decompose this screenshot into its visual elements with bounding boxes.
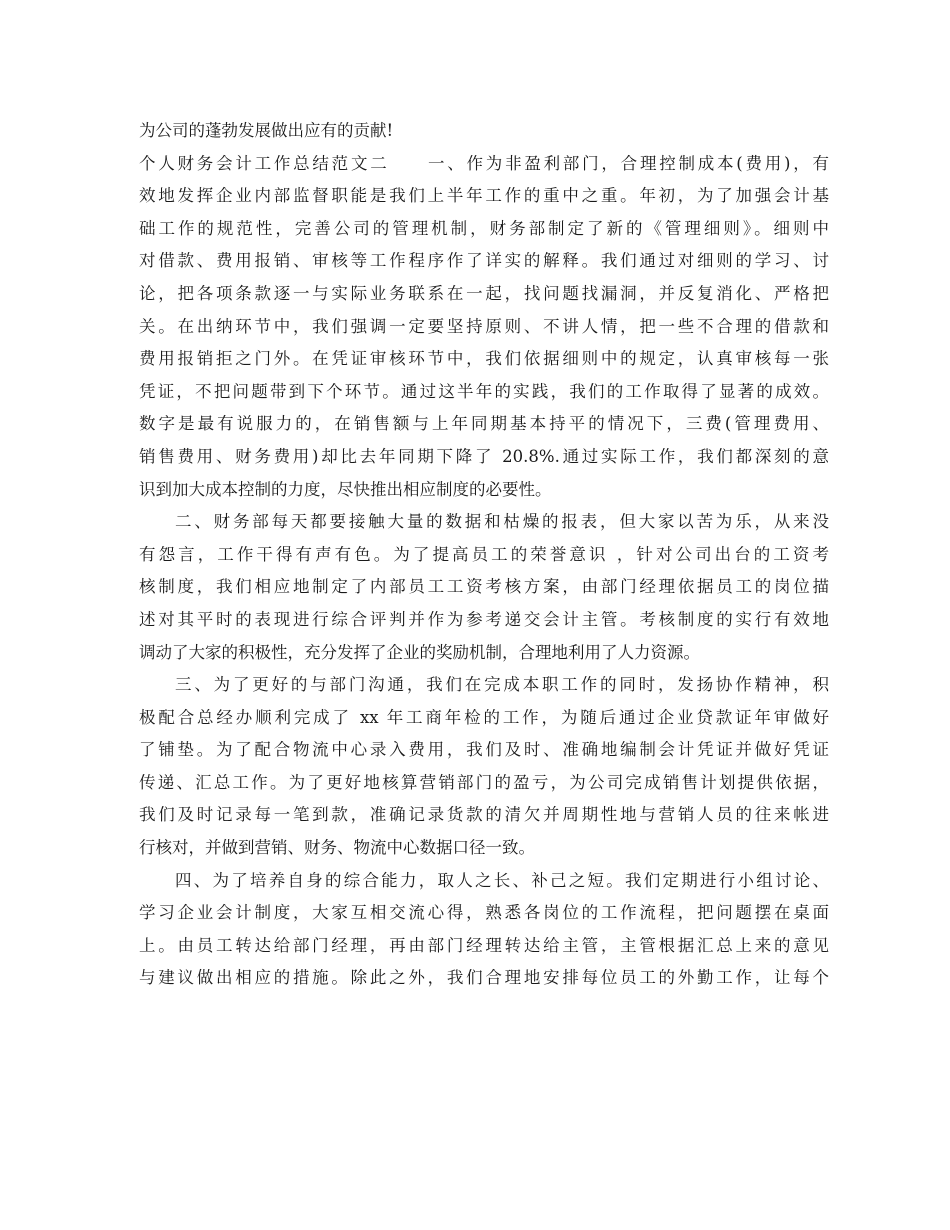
text-line: 二、财务部每天都要接触大量的数据和枯燥的报表，但大家以苦为乐，从来没 — [175, 512, 829, 532]
text-line: 上。由员工转达给部门经理，再由部门经理转达给主管，主管根据汇总上来的意见 — [139, 935, 829, 955]
text-line: 三、为了更好的与部门沟通，我们在完成本职工作的同时，发扬协作精神，积 — [175, 675, 829, 695]
text-line: 费用报销拒之门外。在凭证审核环节中，我们依据细则中的规定，认真审核每一张 — [139, 349, 829, 369]
text-line: 凭证，不把问题带到下个环节。通过这半年的实践，我们的工作取得了显著的成效。 — [139, 381, 829, 401]
document-body — [139, 115, 829, 995]
text-line: 销售费用、财务费用)却比去年同期下降了 20.8%.通过实际工作，我们都深刻的意 — [139, 446, 829, 466]
text-line: 效地发挥企业内部监督职能是我们上半年工作的重中之重。年初，为了加强会计基 — [139, 186, 829, 206]
text-line: 调动了大家的积极性，充分发挥了企业的奖励机制，合理地利用了人力资源。 — [139, 642, 700, 662]
text-line: 数字是最有说服力的，在销售额与上年同期基本持平的情况下，三费(管理费用、 — [139, 414, 829, 434]
text-line: 关。在出纳环节中，我们强调一定要坚持原则、不讲人情，把一些不合理的借款和 — [139, 316, 829, 336]
text-line: 识到加大成本控制的力度，尽快推出相应制度的必要性。 — [139, 479, 552, 499]
text-line: 我们及时记录每一笔到款，准确记录货款的清欠并周期性地与营销人员的往来帐进 — [139, 805, 829, 825]
text-line: 了铺垫。为了配合物流中心录入费用，我们及时、准确地编制会计凭证并做好凭证 — [139, 740, 829, 760]
text-line: 为公司的蓬勃发展做出应有的贡献! — [139, 121, 394, 140]
text-line: 行核对，并做到营销、财务、物流中心数据口径一致。 — [139, 838, 535, 858]
text-line: 与建议做出相应的措施。除此之外，我们合理地安排每位员工的外勤工作，让每个 — [139, 968, 829, 988]
text-line: 有怨言，工作干得有声有色。为了提高员工的荣誉意识 ，针对公司出台的工资考 — [139, 544, 829, 564]
text-line: 学习企业会计制度，大家互相交流心得，熟悉各岗位的工作流程，把问题摆在桌面 — [139, 903, 829, 923]
text-line: 极配合总经办顺利完成了 xx 年工商年检的工作，为随后通过企业贷款证年审做好 — [139, 707, 829, 727]
text-line: 对借款、费用报销、审核等工作程序作了详实的解释。我们通过对细则的学习、讨 — [139, 251, 829, 271]
text-line: 四、为了培养自身的综合能力，取人之长、补己之短。我们定期进行小组讨论、 — [175, 870, 829, 890]
text-line: 论，把各项条款逐一与实际业务联系在一起，找问题找漏洞，并反复消化、严格把 — [139, 283, 829, 303]
text-line: 个人财务会计工作总结范文二 一、作为非盈利部门，合理控制成本(费用)，有 — [139, 153, 829, 173]
text-line: 础工作的规范性，完善公司的管理机制，财务部制定了新的《管理细则》。细则中 — [139, 218, 829, 238]
text-line: 核制度，我们相应地制定了内部员工工资考核方案，由部门经理依据员工的岗位描 — [139, 577, 829, 597]
text-line: 述对其平时的表现进行综合评判并作为参考递交会计主管。考核制度的实行有效地 — [139, 609, 829, 629]
text-line: 传递、汇总工作。为了更好地核算营销部门的盈亏，为公司完成销售计划提供依据， — [139, 772, 829, 792]
